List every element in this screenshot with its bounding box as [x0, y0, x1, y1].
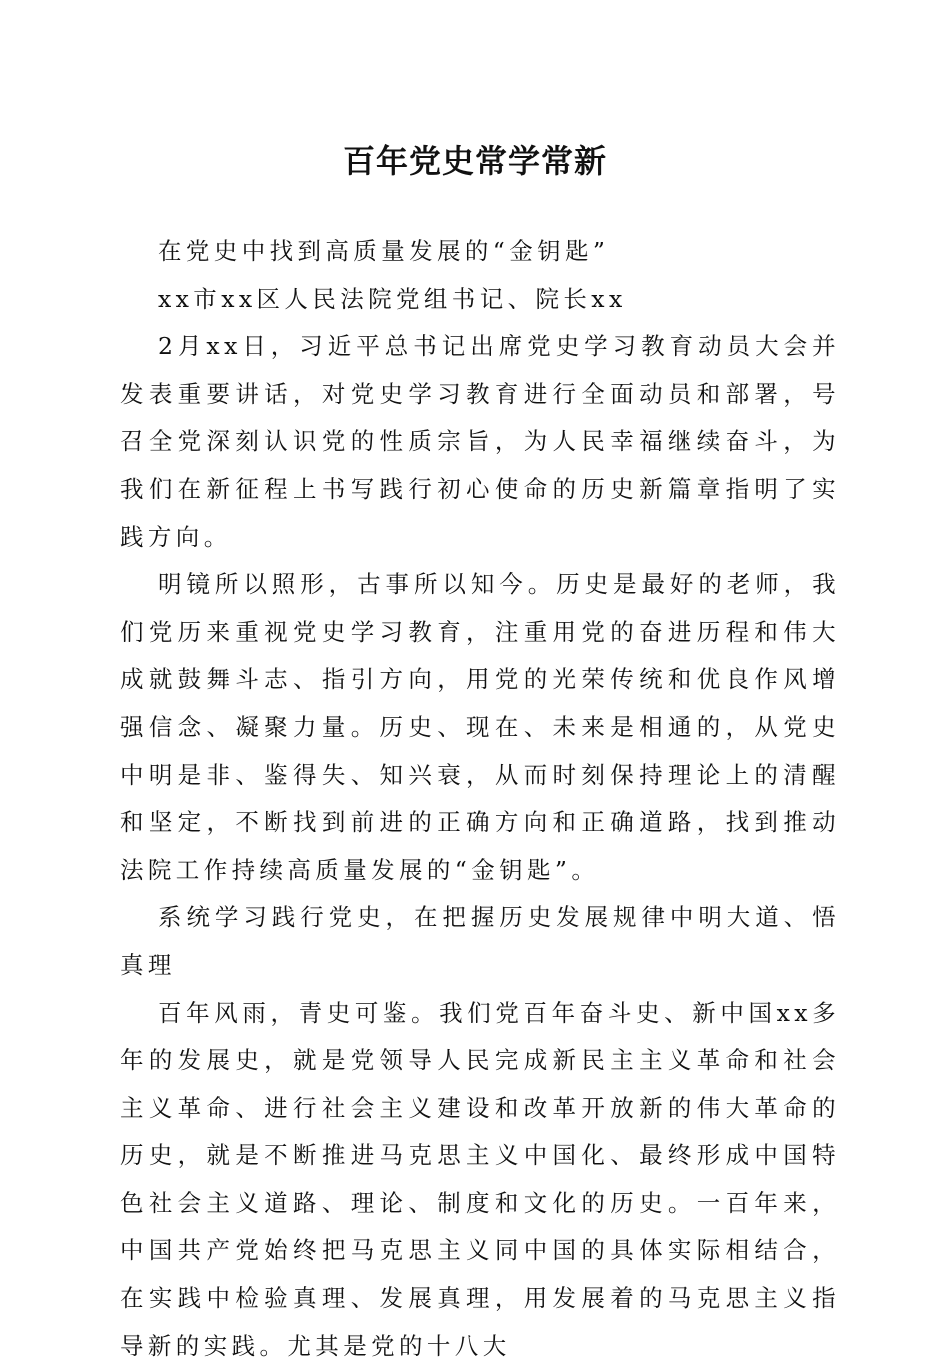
article-subtitle: 在党史中找到高质量发展的“金钥匙” [120, 228, 840, 276]
document-body [120, 228, 840, 1370]
paragraph: 百年风雨，青史可鉴。我们党百年奋斗史、新中国xx多年的发展史，就是党领导人民完成新民主主义革命和社会主义革命、进行社会主义建设和改革开放新的伟大革命的历史，就是不断推进马克思主义中国化、最终形成中国特色社会主义道路、理论、制度和文化的历史。一百年来，中国共产党始终把马克思主义同中国的具体实际相结合，在实践中检验真理、发展真理，用发展着的马克思主义指导新的实践。尤其是党的十八大 [120, 990, 840, 1370]
article-author: xx市xx区人民法院党组书记、院长xx [120, 276, 840, 324]
paragraph: 明镜所以照形，古事所以知今。历史是最好的老师，我们党历来重视党史学习教育，注重用党的奋进历程和伟大成就鼓舞斗志、指引方向，用党的光荣传统和优良作风增强信念、凝聚力量。历史、现在、未来是相通的，从党史中明是非、鉴得失、知兴衰，从而时刻保持理论上的清醒和坚定，不断找到前进的正确方向和正确道路，找到推动法院工作持续高质量发展的“金钥匙”。 [120, 561, 840, 894]
section-heading: 系统学习践行党史，在把握历史发展规律中明大道、悟真理 [120, 894, 840, 989]
document-title: 百年党史常学常新 [0, 133, 950, 189]
paragraph: 2月xx日，习近平总书记出席党史学习教育动员大会并发表重要讲话，对党史学习教育进行全面动员和部署，号召全党深刻认识党的性质宗旨，为人民幸福继续奋斗，为我们在新征程上书写践行初心使命的历史新篇章指明了实践方向。 [120, 323, 840, 561]
